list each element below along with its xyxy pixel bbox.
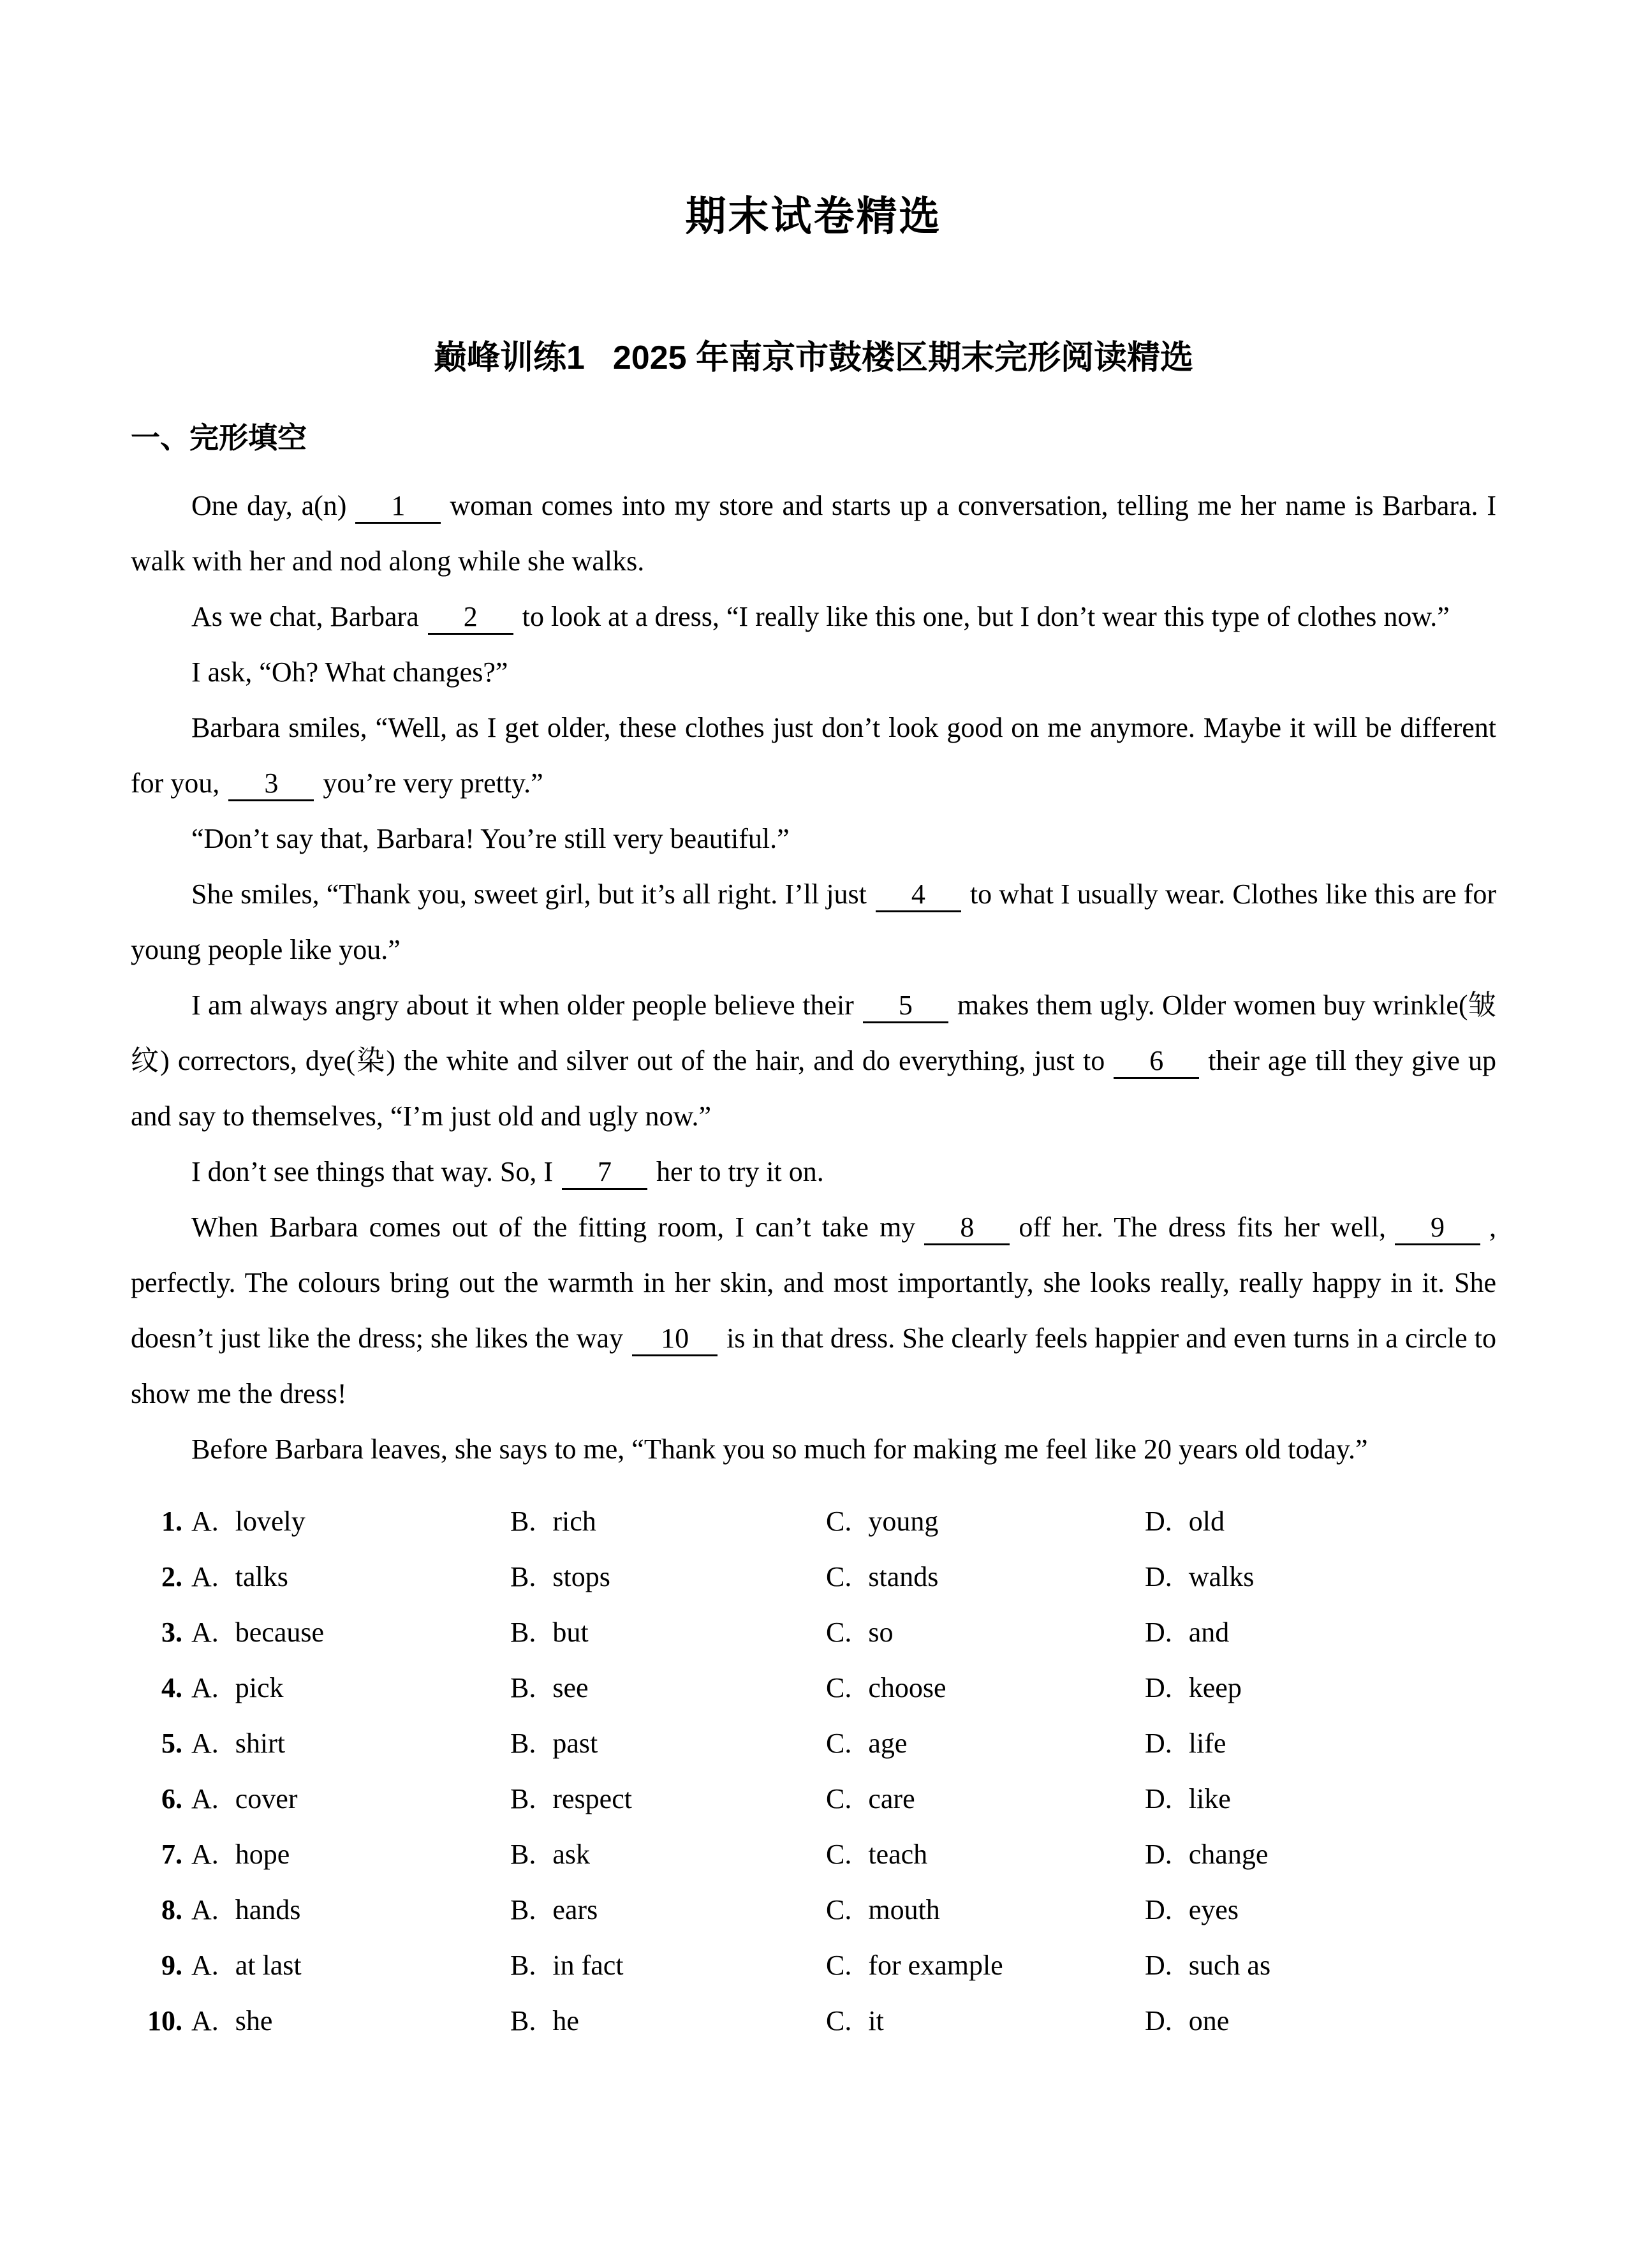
blank-5: 5 (863, 989, 948, 1023)
option-b (510, 1771, 826, 1827)
option-label: D. (1145, 2005, 1172, 2036)
text-segment: is in that dress. She clearly feels happier and even turns in a circle to show me the dress! (131, 1323, 1496, 1409)
option-d (1145, 1993, 1496, 2049)
text-segment: I don’t see things that way. So, I (191, 1156, 554, 1187)
option-text: life (1188, 1728, 1226, 1759)
option-text: walks (1188, 1561, 1255, 1592)
cloze-passage (131, 478, 1496, 1477)
question-row-9 (131, 1938, 1496, 1993)
question-row-7 (131, 1827, 1496, 1882)
option-label: C. (826, 1672, 852, 1703)
question-number: 10. (147, 2005, 182, 2036)
option-label: C. (826, 1783, 852, 1814)
text-segment: off her. The dress fits her well, (1019, 1212, 1386, 1243)
option-text: and (1188, 1617, 1230, 1648)
option-label: C. (826, 1894, 852, 1925)
option-a (191, 1827, 510, 1882)
option-c (826, 1771, 1145, 1827)
question-row-5 (131, 1716, 1496, 1771)
option-d (1145, 1660, 1496, 1716)
option-d (1145, 1605, 1496, 1660)
option-label: B. (510, 1894, 536, 1925)
passage-paragraph-6 (131, 866, 1496, 977)
option-b (510, 1493, 826, 1549)
option-a (191, 1771, 510, 1827)
question-row-3 (131, 1605, 1496, 1660)
question-row-6 (131, 1771, 1496, 1827)
option-label: C. (826, 1728, 852, 1759)
option-text: care (868, 1783, 915, 1814)
option-d (1145, 1716, 1496, 1771)
option-c (826, 1549, 1145, 1605)
option-text: pick (235, 1672, 284, 1703)
questions-list (131, 1493, 1496, 2049)
option-b (510, 1993, 826, 2049)
option-a (191, 1993, 510, 2049)
option-label: B. (510, 1672, 536, 1703)
option-d (1145, 1493, 1496, 1549)
option-label: D. (1145, 1839, 1172, 1870)
question-row-1 (131, 1493, 1496, 1549)
option-text: at last (235, 1950, 302, 1981)
option-text: old (1188, 1506, 1225, 1537)
option-d (1145, 1938, 1496, 1993)
passage-paragraph-1 (131, 478, 1496, 589)
option-a (191, 1716, 510, 1771)
option-label: B. (510, 1950, 536, 1981)
option-b (510, 1882, 826, 1938)
text-segment: their age till they give up and say to themselves, “I’m just old and ugly now.” (131, 1045, 1496, 1132)
option-c (826, 1882, 1145, 1938)
option-label: D. (1145, 1783, 1172, 1814)
blank-9: 9 (1395, 1212, 1480, 1245)
passage-paragraph-2 (131, 589, 1496, 644)
blank-6: 6 (1114, 1045, 1199, 1079)
question-number: 9. (161, 1950, 182, 1981)
option-text: in fact (552, 1950, 624, 1981)
passage-paragraph-3 (131, 644, 1496, 700)
question-row-2 (131, 1549, 1496, 1605)
option-label: C. (826, 2005, 852, 2036)
option-text: past (552, 1728, 598, 1759)
option-text: choose (868, 1672, 946, 1703)
option-label: A. (191, 1783, 219, 1814)
question-row-10 (131, 1993, 1496, 2049)
option-b (510, 1716, 826, 1771)
option-d (1145, 1882, 1496, 1938)
subtitle (131, 341, 1496, 374)
question-number: 8. (161, 1894, 182, 1925)
option-text: one (1188, 2005, 1230, 2036)
blank-10: 10 (632, 1323, 718, 1356)
option-c (826, 1660, 1145, 1716)
option-c (826, 1493, 1145, 1549)
option-text: ask (552, 1839, 591, 1870)
option-c (826, 1716, 1145, 1771)
option-label: A. (191, 1561, 219, 1592)
option-label: D. (1145, 1506, 1172, 1537)
option-label: A. (191, 1672, 219, 1703)
option-label: A. (191, 1617, 219, 1648)
question-row-4 (131, 1660, 1496, 1716)
option-label: A. (191, 1894, 219, 1925)
section-heading: 一、完形填空 (131, 421, 307, 454)
text-segment: to what I usually wear. Clothes like this are for young people like you.” (131, 878, 1496, 965)
blank-7: 7 (562, 1156, 647, 1190)
option-c (826, 1605, 1145, 1660)
passage-paragraph-5 (131, 811, 1496, 866)
question-number: 5. (161, 1728, 182, 1759)
option-label: B. (510, 2005, 536, 2036)
option-label: A. (191, 1506, 219, 1537)
option-b (510, 1827, 826, 1882)
option-label: B. (510, 1617, 536, 1648)
option-label: C. (826, 1506, 852, 1537)
text-segment: When Barbara comes out of the fitting room, I can’t take my (191, 1212, 916, 1243)
passage-paragraph-4 (131, 700, 1496, 811)
option-b (510, 1605, 826, 1660)
option-a (191, 1938, 510, 1993)
question-row-8 (131, 1882, 1496, 1938)
option-label: C. (826, 1561, 852, 1592)
option-label: D. (1145, 1617, 1172, 1648)
option-a (191, 1493, 510, 1549)
option-c (826, 1938, 1145, 1993)
option-label: D. (1145, 1672, 1172, 1703)
option-text: ears (552, 1894, 598, 1925)
question-number: 3. (161, 1617, 182, 1648)
passage-paragraph-7 (131, 977, 1496, 1144)
passage-paragraph-8 (131, 1144, 1496, 1199)
text-segment: Before Barbara leaves, she says to me, “Thank you so much for making me feel like 20 years old today.” (191, 1434, 1368, 1465)
option-a (191, 1605, 510, 1660)
text-segment: She smiles, “Thank you, sweet girl, but it’s all right. I’ll just (191, 878, 867, 910)
question-number: 6. (161, 1783, 182, 1814)
text-segment: to look at a dress, “I really like this one, but I don’t wear this type of clothes now.” (522, 601, 1450, 632)
text-segment: her to try it on. (656, 1156, 824, 1187)
option-text: he (552, 2005, 579, 2036)
option-label: B. (510, 1561, 536, 1592)
passage-paragraph-9 (131, 1199, 1496, 1421)
option-label: C. (826, 1617, 852, 1648)
subtitle-training-label: 巅峰训练1 (433, 339, 585, 376)
option-text: young (868, 1506, 939, 1537)
option-text: shirt (235, 1728, 286, 1759)
question-number: 1. (161, 1506, 182, 1537)
option-text: it (868, 2005, 884, 2036)
blank-1: 1 (355, 490, 441, 524)
option-a (191, 1660, 510, 1716)
option-text: stands (868, 1561, 939, 1592)
option-label: C. (826, 1839, 852, 1870)
text-segment: Barbara smiles, “Well, as I get older, these clothes just don’t look good on me anymore. Maybe it will be different for you, (131, 712, 1496, 799)
option-text: see (552, 1672, 589, 1703)
subtitle-exam-name: 2025 年南京市鼓楼区期末完形阅读精选 (612, 339, 1194, 376)
option-c (826, 1827, 1145, 1882)
text-segment: I am always angry about it when older people believe their (191, 989, 854, 1021)
option-text: respect (552, 1783, 632, 1814)
option-text: because (235, 1617, 325, 1648)
question-number: 4. (161, 1672, 182, 1703)
question-number: 2. (161, 1561, 182, 1592)
page-title: 期末试卷精选 (685, 194, 942, 239)
option-text: hands (235, 1894, 301, 1925)
option-text: but (552, 1617, 589, 1648)
blank-4: 4 (876, 878, 961, 912)
blank-2: 2 (428, 601, 513, 635)
text-segment: makes them ugly. Older women buy wrinkle(皱纹) correctors, dye(染) the white and silver out of the hair, and do everything, just to (131, 989, 1496, 1076)
option-b (510, 1549, 826, 1605)
option-label: A. (191, 1839, 219, 1870)
option-label: B. (510, 1839, 536, 1870)
option-text: keep (1188, 1672, 1242, 1703)
option-text: stops (552, 1561, 610, 1592)
option-label: D. (1145, 1950, 1172, 1981)
option-a (191, 1549, 510, 1605)
text-segment: woman comes into my store and starts up a conversation, telling me her name is Barbara. I walk with her and nod along while she walks. (131, 490, 1497, 577)
option-label: D. (1145, 1561, 1172, 1592)
option-text: hope (235, 1839, 290, 1870)
option-text: for example (868, 1950, 1003, 1981)
option-text: age (868, 1728, 908, 1759)
option-text: like (1188, 1783, 1231, 1814)
option-label: D. (1145, 1728, 1172, 1759)
question-number: 7. (161, 1839, 182, 1870)
blank-3: 3 (228, 767, 314, 801)
option-text: change (1188, 1839, 1269, 1870)
option-text: mouth (868, 1894, 940, 1925)
text-segment: I ask, “Oh? What changes?” (191, 656, 508, 688)
option-d (1145, 1771, 1496, 1827)
text-segment: , perfectly. The colours bring out the warmth in her skin, and most importantly, she looks really, really happy in it. She doesn’t just like the dress; she likes the way (131, 1212, 1496, 1354)
text-segment: “Don’t say that, Barbara! You’re still very beautiful.” (191, 823, 790, 854)
passage-paragraph-10 (131, 1421, 1496, 1477)
option-text: she (235, 2005, 273, 2036)
option-label: D. (1145, 1894, 1172, 1925)
option-label: A. (191, 1950, 219, 1981)
option-label: A. (191, 2005, 219, 2036)
option-a (191, 1882, 510, 1938)
option-label: A. (191, 1728, 219, 1759)
option-b (510, 1938, 826, 1993)
option-label: B. (510, 1506, 536, 1537)
option-text: such as (1188, 1950, 1271, 1981)
option-d (1145, 1827, 1496, 1882)
option-text: talks (235, 1561, 288, 1592)
option-text: teach (868, 1839, 928, 1870)
option-c (826, 1993, 1145, 2049)
option-text: rich (552, 1506, 596, 1537)
option-label: B. (510, 1783, 536, 1814)
option-text: cover (235, 1783, 298, 1814)
text-segment: As we chat, Barbara (191, 601, 419, 632)
option-label: C. (826, 1950, 852, 1981)
option-d (1145, 1549, 1496, 1605)
text-segment: One day, a(n) (191, 490, 347, 521)
option-label: B. (510, 1728, 536, 1759)
option-b (510, 1660, 826, 1716)
option-text: so (868, 1617, 894, 1648)
option-text: eyes (1188, 1894, 1239, 1925)
option-text: lovely (235, 1506, 306, 1537)
blank-8: 8 (924, 1212, 1010, 1245)
text-segment: you’re very pretty.” (323, 767, 543, 799)
